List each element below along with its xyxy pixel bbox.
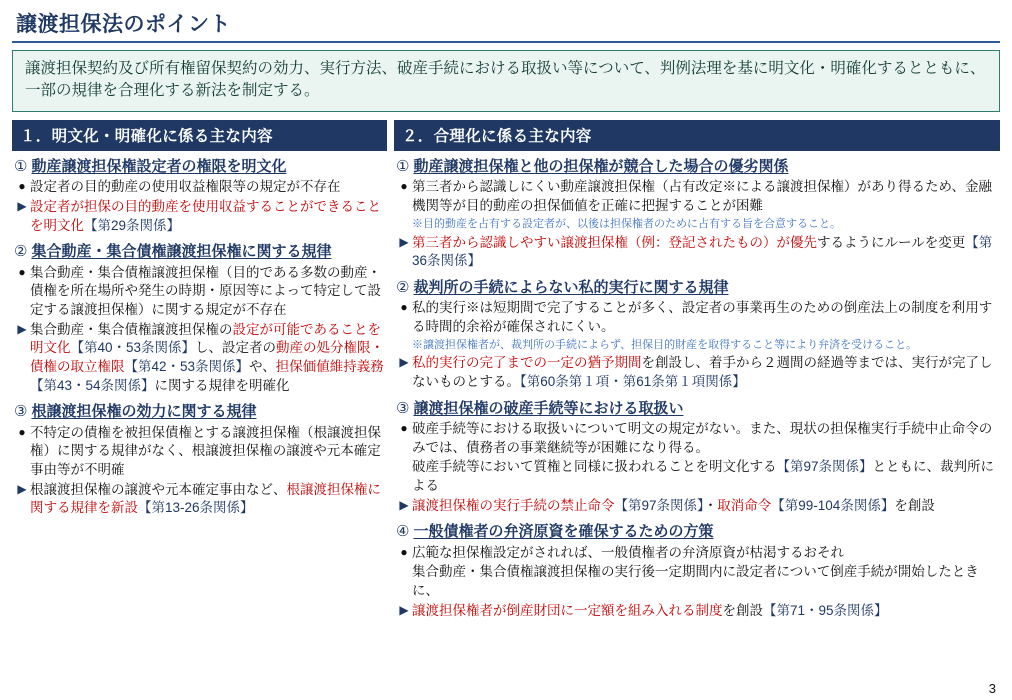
bullet-text [412,299,998,336]
bullet-line [396,497,998,516]
item-bullets [396,544,998,621]
item-heading [396,522,998,542]
bullet-line [14,198,385,235]
text-run: を創設 [722,602,763,618]
text-run: 譲渡担保権の実行手続の禁止命令 [412,497,615,513]
item-bullets [14,264,385,395]
text-run: 【第36条関係】 [412,234,993,269]
bullet-line [14,178,385,197]
bullet-triangle-icon: ▶ [17,321,27,336]
text-run: 【第97条関係】 [776,459,873,475]
bullet-dot-icon: ● [18,179,26,194]
bullet-line [396,563,998,600]
item-title: 動産譲渡担保権設定者の権限を明文化 [31,157,287,175]
bullet-triangle-icon: ▶ [17,199,27,214]
bullet-triangle-icon: ▶ [17,481,27,496]
text-run: 根譲渡担保権に関する規律を新設 [30,481,381,516]
text-run: 私的実行※は短期間で完了することが多く、設定者の事業再生のための倒産法上の制度を利用する時間的余裕が確保されにくい。 [412,300,993,334]
bullet-dot-icon: ● [18,264,26,279]
text-run: 【第99-104条関係】 [771,497,895,513]
text-run: 不特定の債権を被担保債権とする譲渡担保権（根譲渡担保権）に関する規律がなく、根譲渡担保権の譲渡や元本確定事由等が不明確 [30,424,381,477]
bullet-line [396,299,998,336]
item-bullets [14,178,385,235]
column-body [12,151,387,518]
item-title: 集合動産・集合債権譲渡担保権に関する規律 [31,243,332,261]
content-item [14,157,385,235]
text-run: 【第29条関係】 [84,217,181,233]
item-title: 動産譲渡担保権と他の担保権が競合した場合の優劣関係 [413,157,789,175]
text-run: 破産手続等において質権と同様に扱われることを明文化する [412,459,777,475]
item-heading [14,157,385,177]
content-item [14,242,385,395]
column-heading: ２．合理化に係る主な内容 [394,120,1000,151]
bullet-text [30,481,385,518]
text-run: 動産の処分権限・債権の取立権限 [30,340,385,374]
item-heading [396,399,998,419]
text-run: 【第13-26条関係】 [138,500,254,516]
footnote-text: ※目的動産を占有する設定者が、以後は担保権者のために占有する旨を合意すること。 [412,217,841,230]
item-bullets [396,178,998,270]
column-heading: １．明文化・明確化に係る主な内容 [12,120,387,151]
text-run: 【第43・54条関係】 [30,377,155,393]
text-run: するようにルールを変更 [817,234,966,250]
bullet-text [412,497,998,516]
item-heading [14,242,385,262]
content-item [396,278,998,392]
bullet-line [396,354,998,391]
page-title: 譲渡担保法のポイント [16,13,231,36]
item-bullets [396,420,998,515]
item-number: ④ [396,523,410,541]
bullet-dot-icon: ● [400,544,408,559]
footnote-text: ※譲渡担保権者が、裁判所の手続によらず、担保目的財産を取得すること等により弁済を受けること。 [412,338,918,351]
title-divider [12,41,1000,43]
bullet-text [412,354,998,391]
text-run: 担保価値維持義務 [275,358,384,374]
text-run: や、 [249,358,276,374]
text-run: 集合動産・集合債権譲渡担保権の実行後一定期間内に設定者について倒産手続が開始したときに、 [412,564,979,598]
item-bullets [396,299,998,391]
bullet-text [30,264,385,320]
bullet-text [412,178,998,215]
bullet-text [412,544,998,563]
bullet-line [396,178,998,215]
bullet-dot-icon: ● [400,300,408,315]
column-body [394,151,1000,620]
bullet-text [412,602,998,621]
text-run: を創設 [894,497,935,513]
bullet-line [14,264,385,320]
column-meibunka [12,120,387,525]
text-run: 設定が可能であることを明文化 [30,321,381,356]
text-run: 取消命令 [717,497,772,513]
text-run: 集合動産・集合債権譲渡担保権の [30,321,233,337]
text-run: 設定者の目的動産の使用収益権限等の規定が不存在 [30,179,341,195]
bullet-triangle-icon: ▶ [399,234,409,249]
bullet-text [412,458,998,495]
bullet-line [14,424,385,480]
bullet-line [396,602,998,621]
summary-box: 譲渡担保契約及び所有権留保契約の効力、実行方法、破産手続における取扱い等について、判例法理を基に明文化・明確化するとともに、一部の規律を合理化する新法を制定する。 [12,50,1000,112]
item-heading [396,157,998,177]
bullet-dot-icon: ● [18,424,26,439]
bullet-line [14,321,385,396]
bullet-text [30,321,385,396]
item-number: ② [396,278,410,296]
text-run: 【第97条関係】 [614,497,704,513]
text-run: 設定者が担保の目的動産を使用収益することができることを明文化 [30,199,381,233]
text-run: 広範な担保権設定がされれば、一般債権者の弁済原資が枯渇するおそれ [412,544,844,560]
bullet-triangle-icon: ▶ [399,355,409,370]
text-run: 【第42・53条関係】 [124,358,250,374]
content-item [396,399,998,516]
bullet-dot-icon: ● [400,421,408,436]
item-heading [396,278,998,298]
text-run: 譲渡担保権者が倒産財団に一定額を組み入れる制度 [412,602,723,618]
item-number: ③ [396,399,410,417]
item-title: 裁判所の手続によらない私的実行に関する規律 [413,278,729,296]
bullet-text [412,420,998,457]
content-item [396,157,998,271]
bullet-triangle-icon: ▶ [399,602,409,617]
text-run: 【第40・53条関係】 [70,340,196,356]
bullet-spacer [396,563,412,580]
text-run: 第三者から認識しやすい譲渡担保権（例：登記されたもの）が優先 [412,234,817,250]
item-bullets [14,424,385,518]
text-run: を創設し、着手から２週間の経過等までは、実行が完了しないものとする。 [412,355,993,389]
text-run: 私的実行の完了までの一定の猶予期間 [412,355,642,371]
bullet-line [14,481,385,518]
text-run: し、設定者の [195,340,277,356]
item-heading [14,402,385,422]
bullet-spacer [396,458,412,475]
column-gourika [394,120,1000,627]
bullet-text [30,424,385,480]
text-run: ・ [703,497,718,513]
content-item [396,522,998,620]
bullet-line [396,420,998,457]
content-columns [12,120,1000,627]
text-run: 根譲渡担保権の譲渡や元本確定事由など、 [30,481,287,497]
bullet-line [396,544,998,563]
bullet-line [396,234,998,271]
bullet-line [396,458,998,495]
text-run: に関する規律を明確化 [154,377,290,393]
text-run: 第三者から認識しにくい動産譲渡担保権（占有改定※による譲渡担保権）があり得るため、金融機関等が目的動産の担保価値を正確に把握することが困難 [412,179,992,214]
bullet-text [30,178,385,197]
item-number: ① [14,157,28,175]
item-title: 根譲渡担保権の効力に関する規律 [31,403,257,421]
page-number: 3 [988,681,996,696]
item-title: 譲渡担保権の破産手続等における取扱い [413,399,684,417]
item-number: ① [396,157,410,175]
bullet-text [30,198,385,235]
item-title: 一般債権者の弁済原資を確保するための方策 [413,523,714,541]
bullet-text [412,563,998,600]
text-run: 破産手続等における取扱いについて明文の規定がない。また、現状の担保権実行手続中止命令のみでは、債務者の事業継続等が困難になり得る。 [412,421,993,455]
item-number: ③ [14,403,28,421]
text-run: 集合動産・集合債権譲渡担保権（目的である多数の動産・債権を所在場所や発生の時期・原因等によって特定して設定する譲渡担保権）に関する規定が不存在 [30,264,381,318]
bullet-text [412,234,998,271]
text-run: 【第60条第１項・第61条第１項関係】 [520,374,746,389]
item-number: ② [14,243,28,261]
bullet-triangle-icon: ▶ [399,497,409,512]
text-run: とともに、裁判所による [412,459,995,493]
content-item [14,402,385,518]
text-run: 【第71・95条関係】 [763,602,888,618]
bullet-dot-icon: ● [400,179,408,194]
